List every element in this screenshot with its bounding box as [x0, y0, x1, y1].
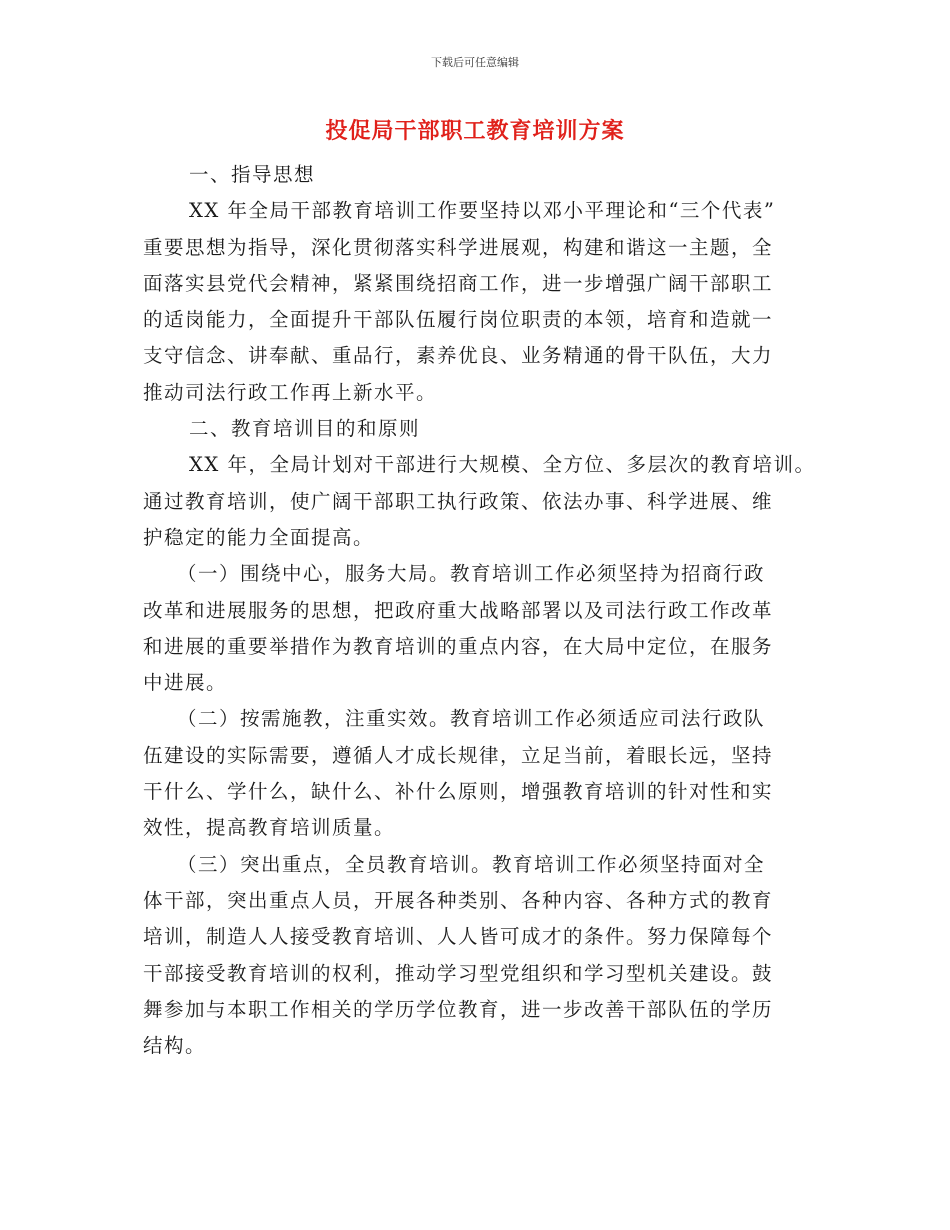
- paragraph-line: （三）突出重点，全员教育培训。教育培训工作必须坚持面对全: [177, 852, 766, 876]
- paragraph-line: 中进展。: [143, 671, 228, 695]
- paragraph-line: 效性，提高教育培训质量。: [143, 816, 396, 840]
- document-title: 投促局干部职工教育培训方案: [325, 118, 625, 144]
- paragraph-line: 改革和进展服务的思想，把政府重大战略部署以及司法行政工作改革: [143, 598, 774, 622]
- header-note: 下载后可任意编辑: [431, 56, 519, 69]
- paragraph-line: 通过教育培训，使广阔干部职工执行政策、依法办事、科学进展、维: [143, 489, 774, 513]
- paragraph-line: 重要思想为指导，深化贯彻落实科学进展观，构建和谐这一主题，全: [143, 235, 774, 259]
- paragraph-line: 和进展的重要举措作为教育培训的重点内容，在大局中定位，在服务: [143, 634, 774, 658]
- paragraph-line: 干部接受教育培训的权利，推动学习型党组织和学习型机关建设。鼓: [143, 961, 774, 985]
- paragraph-line: 结构。: [143, 1034, 207, 1058]
- document-body: [143, 157, 816, 1064]
- paragraph-line: 推动司法行政工作再上新水平。: [143, 380, 438, 404]
- section-heading-purpose-principles: 二、教育培训目的和原则: [189, 417, 421, 441]
- paragraph-line: 体干部，突出重点人员，开展各种类别、各种内容、各种方式的教育: [143, 888, 774, 912]
- paragraph-line: 舞参加与本职工作相关的学历学位教育，进一步改善干部队伍的学历: [143, 997, 774, 1021]
- paragraph-line: 干什么、学什么，缺什么、补什么原则，增强教育培训的针对性和实: [143, 780, 774, 804]
- paragraph-line: （一）围绕中心，服务大局。教育培训工作必须坚持为招商行政: [177, 562, 766, 586]
- paragraph-line: （二）按需施教，注重实效。教育培训工作必须适应司法行政队: [177, 707, 766, 731]
- paragraph-line: XX 年，全局计划对干部进行大规模、全方位、多层次的教育培训。: [189, 453, 816, 477]
- paragraph-line: 支守信念、讲奉献、重品行，素养优良、业务精通的骨干队伍，大力: [143, 344, 774, 368]
- paragraph-line: 护稳定的能力全面提高。: [143, 525, 375, 549]
- paragraph-line: XX 年全局干部教育培训工作要坚持以邓小平理论和“三个代表”: [189, 199, 776, 223]
- paragraph-line: 的适岗能力，全面提升干部队伍履行岗位职责的本领，培育和造就一: [143, 308, 774, 332]
- paragraph-line: 面落实县党代会精神，紧紧围绕招商工作，进一步增强广阔干部职工: [143, 271, 774, 295]
- section-heading-guiding-ideology: 一、指导思想: [189, 163, 316, 186]
- paragraph-line: 培训，制造人人接受教育培训、人人皆可成才的条件。努力保障每个: [143, 925, 774, 949]
- paragraph-line: 伍建设的实际需要，遵循人才成长规律，立足当前，着眼长远，坚持: [143, 743, 774, 767]
